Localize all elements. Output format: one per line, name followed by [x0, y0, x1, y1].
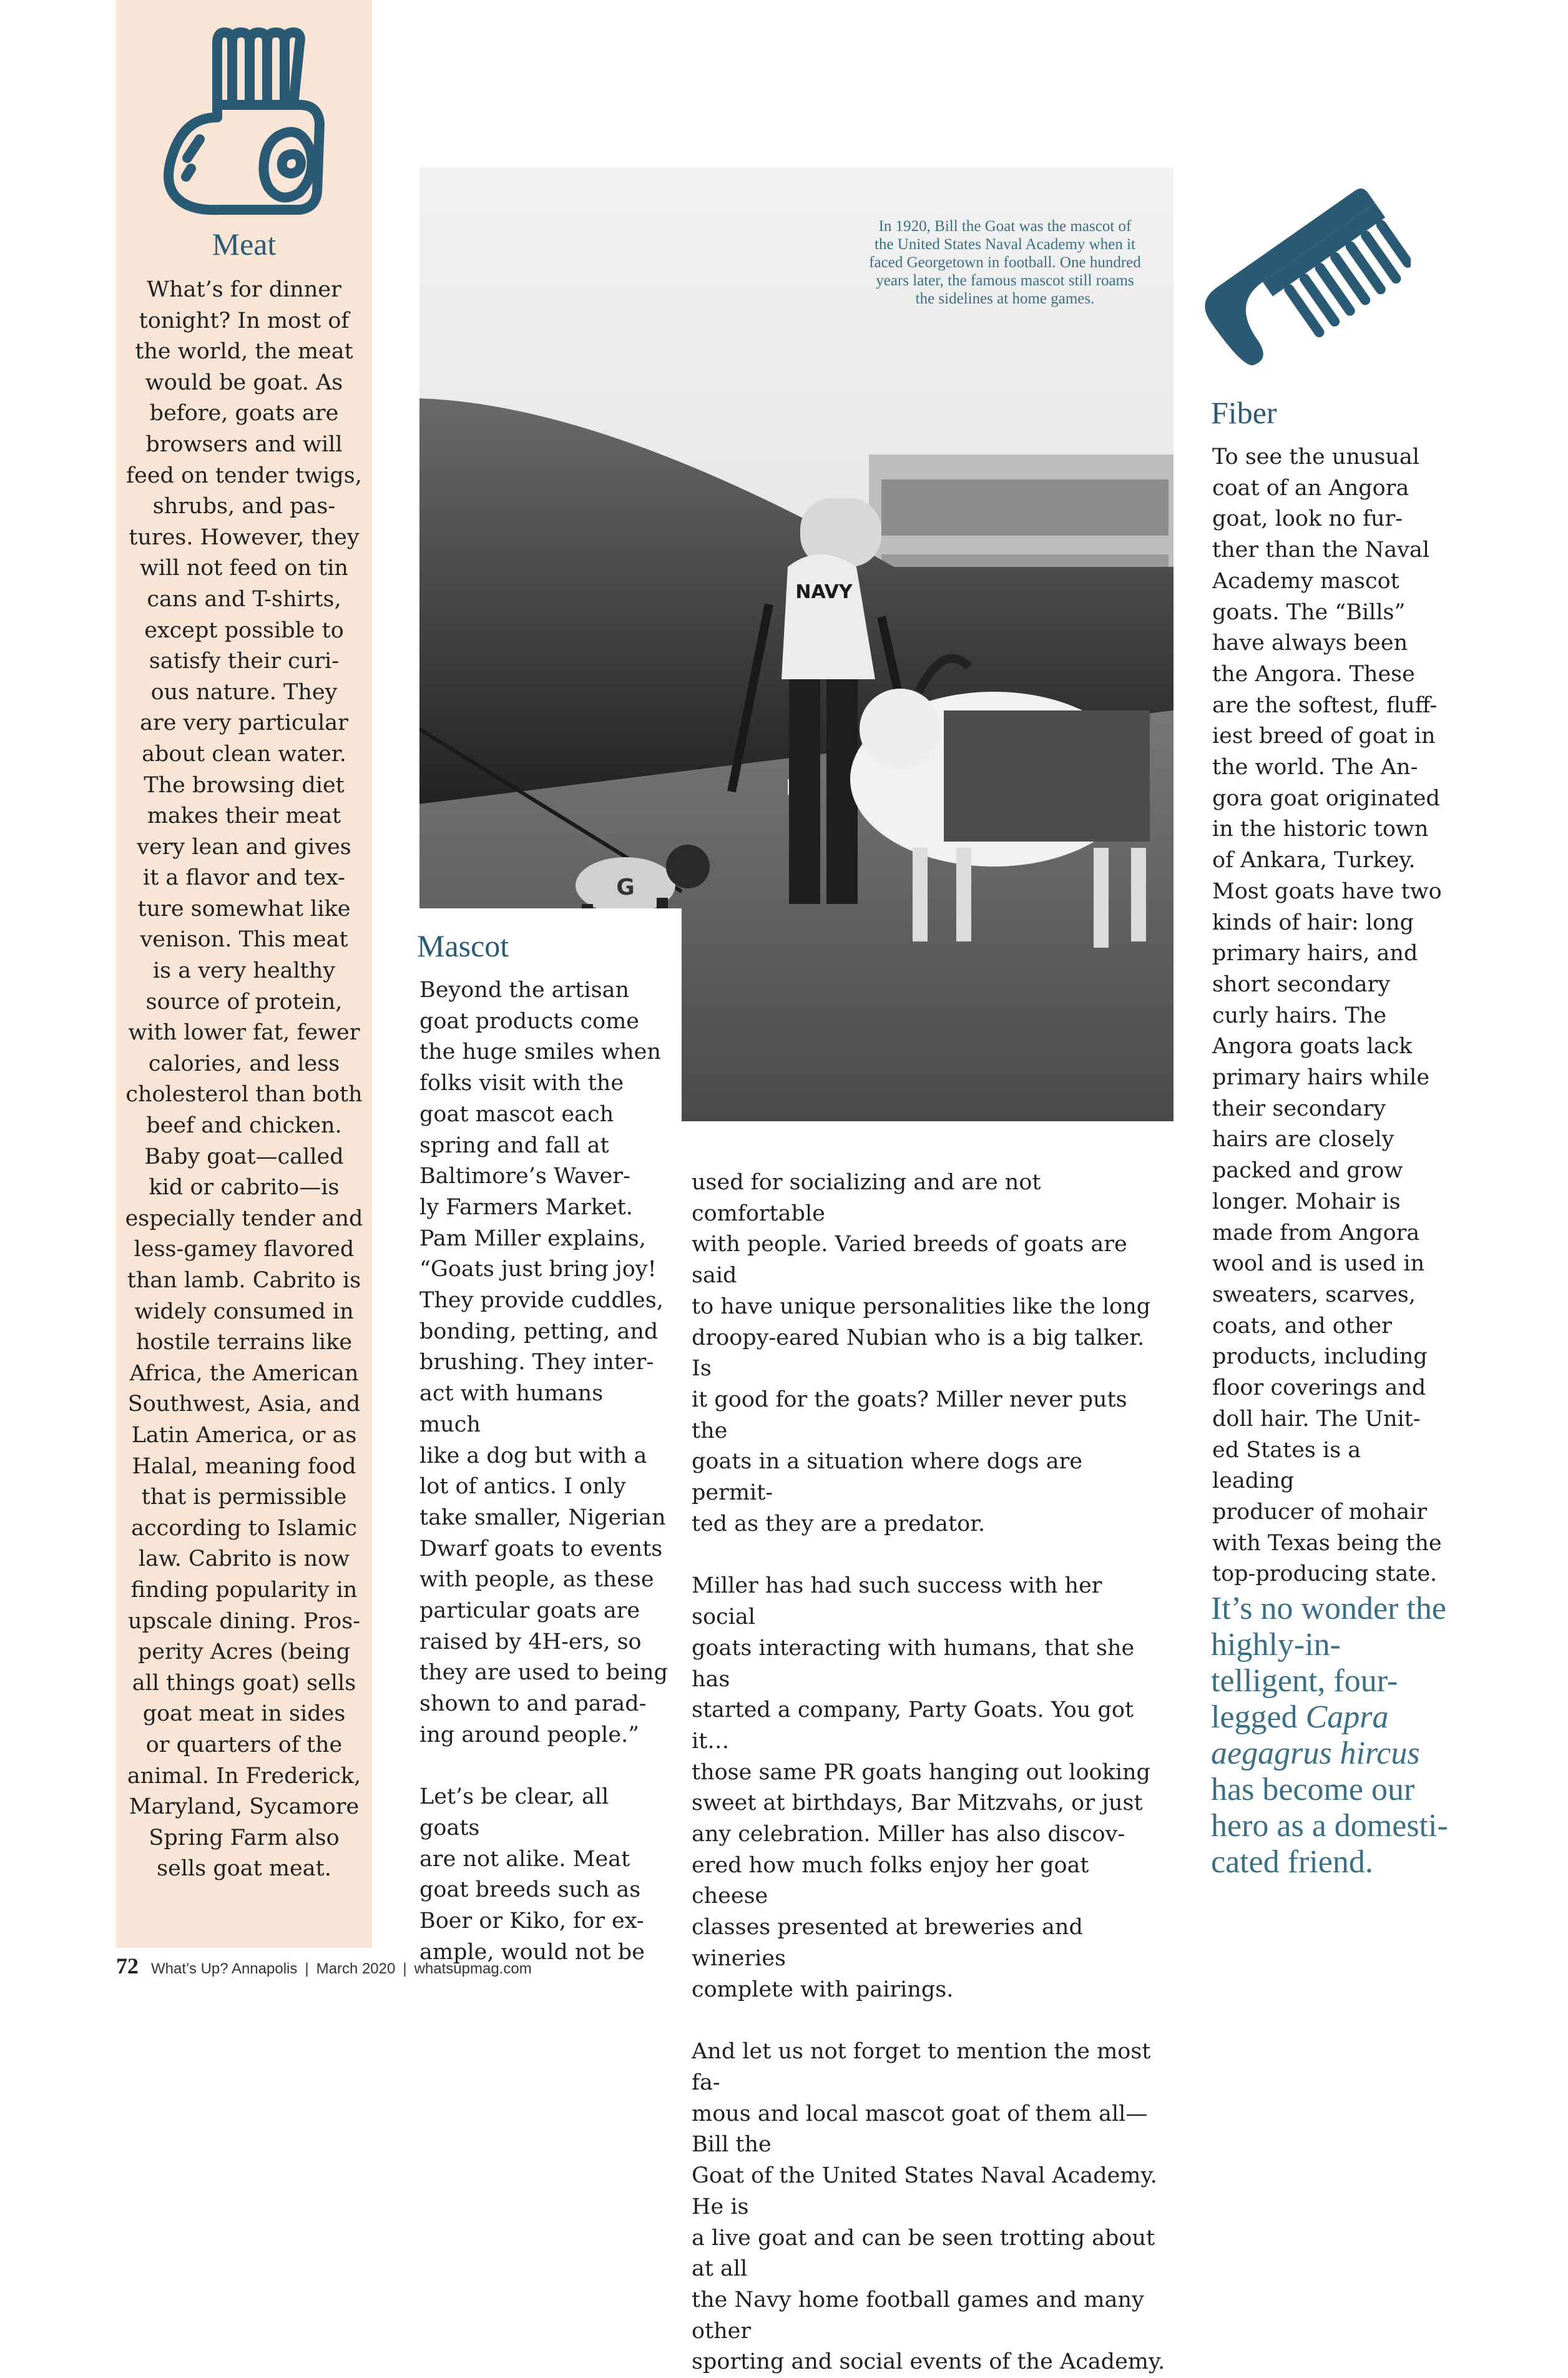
mascot-text-line: sporting and social events of the Academy.: [692, 2349, 1165, 2375]
meat-text-line: tures. However, they: [129, 524, 360, 550]
mascot-text-line: a live goat and can be seen trotting about at all: [692, 2225, 1155, 2282]
mascot-text-line: ered how much folks enjoy her goat cheese: [692, 1852, 1089, 1909]
fiber-text-line: Academy mascot: [1212, 568, 1399, 594]
meat-text-line: with lower fat, fewer: [128, 1020, 360, 1046]
pull-quote-text-1: It’s no wonder the highly-in-telligent, four-legged: [1211, 1591, 1446, 1735]
fiber-body-text: [1212, 442, 1449, 1590]
mascot-text-line: mous and local mascot goat of them all—Bill the: [692, 2101, 1148, 2158]
mascot-text-line: goat products come: [419, 1008, 640, 1034]
meat-text-line: animal. In Frederick,: [127, 1763, 361, 1789]
fiber-text-line: To see the unusual: [1212, 445, 1419, 469]
pull-quote-text-2: has become our hero as a domesti-cated friend.: [1211, 1772, 1448, 1880]
fiber-text-line: floor coverings and: [1212, 1375, 1426, 1401]
mascot-text-line: the huge smiles when: [419, 1039, 661, 1065]
mascot-column-1: [419, 975, 669, 1968]
mascot-text-line: are not alike. Meat: [419, 1846, 630, 1872]
mascot-text-line: raised by 4H-ers, so: [419, 1629, 642, 1654]
mascot-text-line: sweet at birthdays, Bar Mitzvahs, or just: [692, 1791, 1143, 1816]
mascot-paragraph-5: [692, 2037, 1166, 2378]
mascot-paragraph-1: [419, 975, 669, 1751]
meat-text-line: will not feed on tin: [140, 556, 348, 581]
fiber-text-line: of Ankara, Turkey.: [1212, 848, 1416, 873]
meat-text-line: about clean water.: [142, 741, 346, 767]
mascot-text-line: used for socializing and are not comfortable: [692, 1170, 1041, 1226]
mascot-text-line: those same PR goats hanging out looking: [692, 1759, 1150, 1785]
mascot-text-line: goat breeds such as: [419, 1877, 641, 1903]
mascot-text-line: folks visit with the: [419, 1071, 624, 1096]
fiber-text-line: are the softest, fluff-: [1212, 692, 1438, 718]
mascot-paragraph-4: [692, 1571, 1166, 2005]
meat-text-line: all things goat) sells: [132, 1670, 356, 1696]
fiber-text-line: gora goat originated: [1212, 785, 1440, 811]
meat-text-line: it a flavor and tex-: [143, 865, 345, 891]
mascot-text-line: goats interacting with humans, that she has: [692, 1635, 1135, 1692]
mascot-text-line: goats in a situation where dogs are permit-: [692, 1449, 1083, 1506]
mascot-text-line: And let us not forget to mention the most fa-: [692, 2039, 1151, 2095]
fiber-paragraph: [1212, 442, 1449, 1590]
meat-text-line: are very particular: [140, 710, 348, 736]
meat-text-line: makes their meat: [147, 803, 341, 829]
fiber-text-line: products, including: [1212, 1344, 1428, 1370]
meat-text-line: beef and chicken.: [146, 1113, 342, 1139]
fiber-heading: Fiber: [1211, 395, 1277, 430]
fiber-text-line: Most goats have two: [1212, 878, 1442, 904]
meat-text-line: Africa, the American: [129, 1360, 359, 1386]
fiber-text-line: in the historic town: [1212, 817, 1429, 842]
meat-text-line: cholesterol than both: [125, 1082, 363, 1108]
mascot-text-line: Goat of the United States Naval Academy. He is: [692, 2163, 1157, 2219]
footer-website: whatsupmag.com: [414, 1960, 532, 1977]
meat-text-line: What’s for dinner: [147, 277, 341, 302]
meat-text-line: law. Cabrito is now: [138, 1546, 350, 1572]
mascot-text-line: classes presented at breweries and wineries: [692, 1915, 1083, 1971]
mascot-text-line: droopy-eared Nubian who is a big talker. Is: [692, 1325, 1145, 1382]
mascot-text-line: any celebration. Miller has also discov-: [692, 1822, 1125, 1847]
mascot-column-2: [692, 1167, 1166, 2378]
fiber-text-line: top-producing state.: [1212, 1561, 1438, 1587]
mascot-text-line: ample, would not be: [419, 1939, 645, 1965]
fiber-text-line: wool and is used in: [1212, 1251, 1425, 1277]
fiber-text-line: packed and grow: [1212, 1158, 1403, 1184]
footer-issue: March 2020: [316, 1960, 396, 1977]
mascot-text-line: like a dog but with a: [419, 1443, 647, 1468]
mascot-text-line: particular goats are: [419, 1598, 640, 1624]
mascot-text-line: “Goats just bring joy!: [419, 1257, 657, 1282]
meat-text-line: perity Acres (being: [137, 1639, 351, 1665]
meat-text-line: sells goat meat.: [157, 1856, 331, 1882]
page-footer: [116, 1953, 532, 1983]
photo-caption: In 1920, Bill the Goat was the mascot of the United States Naval Academy when it faced Georgetown in football. One hundred years later, the famous mascot still roams the sidelines at home games.: [869, 218, 1141, 307]
meat-text-line: goat meat in sides: [142, 1701, 346, 1727]
meat-text-line: before, goats are: [149, 401, 339, 426]
fiber-text-line: goats. The “Bills”: [1212, 599, 1406, 625]
mascot-heading: Mascot: [417, 928, 509, 963]
meat-text-line: kid or cabrito—is: [149, 1175, 340, 1201]
mascot-text-line: complete with pairings.: [692, 1977, 954, 2002]
mascot-text-line: goat mascot each: [419, 1101, 614, 1127]
mascot-text-line: act with humans much: [419, 1381, 604, 1437]
fiber-text-line: doll hair. The Unit-: [1212, 1406, 1421, 1432]
meat-text-line: calories, and less: [148, 1051, 340, 1076]
mascot-text-line: Beyond the artisan: [419, 978, 630, 1003]
mascot-text-line: they are used to being: [419, 1660, 668, 1686]
mascot-text-line: Let’s be clear, all goats: [419, 1784, 609, 1840]
meat-text-line: ture somewhat like: [137, 896, 351, 921]
mascot-text-line: with people. Varied breeds of goats are said: [692, 1232, 1127, 1289]
meat-text-line: Halal, meaning food: [132, 1453, 356, 1479]
mascot-text-line: ted as they are a predator.: [692, 1511, 986, 1536]
mascot-text-line: They provide cuddles,: [419, 1288, 664, 1314]
fiber-text-line: iest breed of goat in: [1212, 724, 1436, 749]
pull-quote-species: Capra aegagrus hircus: [1211, 1699, 1420, 1771]
meat-text-line: especially tender and: [125, 1206, 363, 1231]
meat-text-line: according to Islamic: [131, 1515, 357, 1541]
mascot-paragraph-3: [692, 1167, 1166, 1540]
meat-text-line: shrubs, and pas-: [152, 494, 336, 519]
fiber-text-line: ther than the Naval: [1212, 538, 1430, 563]
mascot-text-line: ly Farmers Market.: [419, 1194, 633, 1220]
mascot-text-line: Dwarf goats to events: [419, 1536, 663, 1561]
mascot-text-line: shown to and parad-: [419, 1691, 647, 1717]
dog-blanket-letter: G: [616, 875, 635, 900]
meat-text-line: than lamb. Cabrito is: [127, 1268, 361, 1293]
meat-text-line: the world, the meat: [135, 339, 353, 365]
mascot-text-line: Miller has had such success with her social: [692, 1573, 1102, 1630]
fiber-text-line: hairs are closely: [1212, 1127, 1394, 1152]
meat-text-line: satisfy their curi-: [149, 649, 340, 674]
fiber-text-line: primary hairs while: [1212, 1065, 1430, 1091]
mascot-text-line: started a company, Party Goats. You got it…: [692, 1698, 1134, 1754]
mascot-text-line: it good for the goats? Miller never puts the: [692, 1387, 1127, 1443]
meat-text-line: Southwest, Asia, and: [127, 1392, 361, 1417]
meat-text-line: ous nature. They: [150, 679, 338, 705]
meat-text-line: is a very healthy: [152, 958, 336, 984]
mascot-paragraph-2: [419, 1782, 669, 1968]
mascot-text-line: Boer or Kiko, for ex-: [419, 1909, 644, 1934]
fiber-text-line: Angora goats lack: [1212, 1034, 1413, 1059]
mascot-text-line: Baltimore’s Waver-: [419, 1164, 630, 1189]
meat-text-line: that is permissible: [141, 1485, 347, 1510]
fiber-text-line: have always been: [1212, 631, 1408, 656]
meat-text-line: tonight? In most of: [139, 308, 350, 333]
fiber-text-line: with Texas being the: [1212, 1530, 1442, 1556]
fiber-text-line: their secondary: [1212, 1096, 1386, 1121]
meat-text-line: except possible to: [144, 617, 344, 643]
mascot-text-line: bonding, petting, and: [419, 1319, 659, 1344]
fiber-text-line: kinds of hair: long: [1212, 910, 1414, 935]
mascot-text-line: ing around people.”: [419, 1722, 640, 1747]
meat-text-line: feed on tender twigs,: [126, 463, 362, 488]
meat-text-line: hostile terrains like: [135, 1330, 353, 1355]
footer-separator: |: [305, 1960, 309, 1977]
meat-text-line: Baby goat—called: [144, 1144, 344, 1169]
mascot-text-line: Pam Miller explains,: [419, 1226, 646, 1251]
mascot-text-line: to have unique personalities like the long: [692, 1294, 1151, 1319]
fiber-text-line: curly hairs. The: [1212, 1003, 1387, 1028]
fiber-text-line: producer of mohair: [1212, 1499, 1428, 1525]
meat-text-line: or quarters of the: [145, 1732, 343, 1757]
meat-heading: Meat: [212, 227, 277, 262]
fiber-text-line: sweaters, scarves,: [1212, 1282, 1416, 1307]
meat-text-line: venison. This meat: [140, 927, 348, 953]
fiber-text-line: the world. The An-: [1212, 755, 1418, 780]
fiber-text-line: short secondary: [1212, 971, 1391, 997]
mascot-text-line: lot of antics. I only: [419, 1474, 626, 1500]
meat-text-line: would be goat. As: [145, 370, 343, 395]
sweater-text: NAVY: [795, 581, 853, 603]
page-number: 72: [116, 1953, 139, 1978]
fiber-text-line: ed States is a leading: [1212, 1437, 1361, 1494]
mascot-text-line: take smaller, Nigerian: [419, 1505, 666, 1530]
meat-text-line: less-gamey flavored: [134, 1237, 355, 1262]
meat-text-line: cans and T-shirts,: [147, 586, 341, 612]
meat-cut-icon: [150, 24, 331, 224]
meat-text-line: source of protein,: [145, 989, 343, 1015]
mascot-text-line: with people, as these: [419, 1567, 654, 1593]
meat-text-line: finding popularity in: [130, 1577, 358, 1603]
meat-text-line: Maryland, Sycamore: [129, 1794, 360, 1820]
comb-icon: [1205, 187, 1411, 375]
footer-publication: What’s Up? Annapolis: [151, 1960, 298, 1977]
meat-body-text: [125, 275, 363, 1885]
meat-text-line: very lean and gives: [137, 834, 351, 860]
fiber-text-line: goat, look no fur-: [1212, 506, 1403, 532]
meat-text-line: upscale dining. Pros-: [127, 1608, 361, 1634]
meat-text-line: widely consumed in: [134, 1299, 354, 1324]
pull-quote: [1211, 1591, 1448, 1880]
meat-text-line: browsers and will: [145, 431, 343, 457]
mascot-text-line: spring and fall at: [419, 1132, 609, 1158]
mascot-text-line: the Navy home football games and many other: [692, 2287, 1144, 2344]
fiber-text-line: made from Angora: [1212, 1220, 1420, 1246]
fiber-text-line: longer. Mohair is: [1212, 1189, 1401, 1214]
meat-text-line: Spring Farm also: [149, 1825, 340, 1850]
fiber-text-line: coat of an Angora: [1212, 475, 1409, 501]
meat-text-line: Latin America, or as: [131, 1422, 357, 1448]
footer-separator-2: |: [403, 1960, 407, 1977]
mascot-text-line: brushing. They inter-: [419, 1350, 654, 1375]
fiber-text-line: the Angora. These: [1212, 661, 1415, 687]
meat-text-line: The browsing diet: [144, 772, 345, 798]
fiber-text-line: coats, and other: [1212, 1313, 1392, 1339]
fiber-text-line: primary hairs, and: [1212, 941, 1418, 966]
